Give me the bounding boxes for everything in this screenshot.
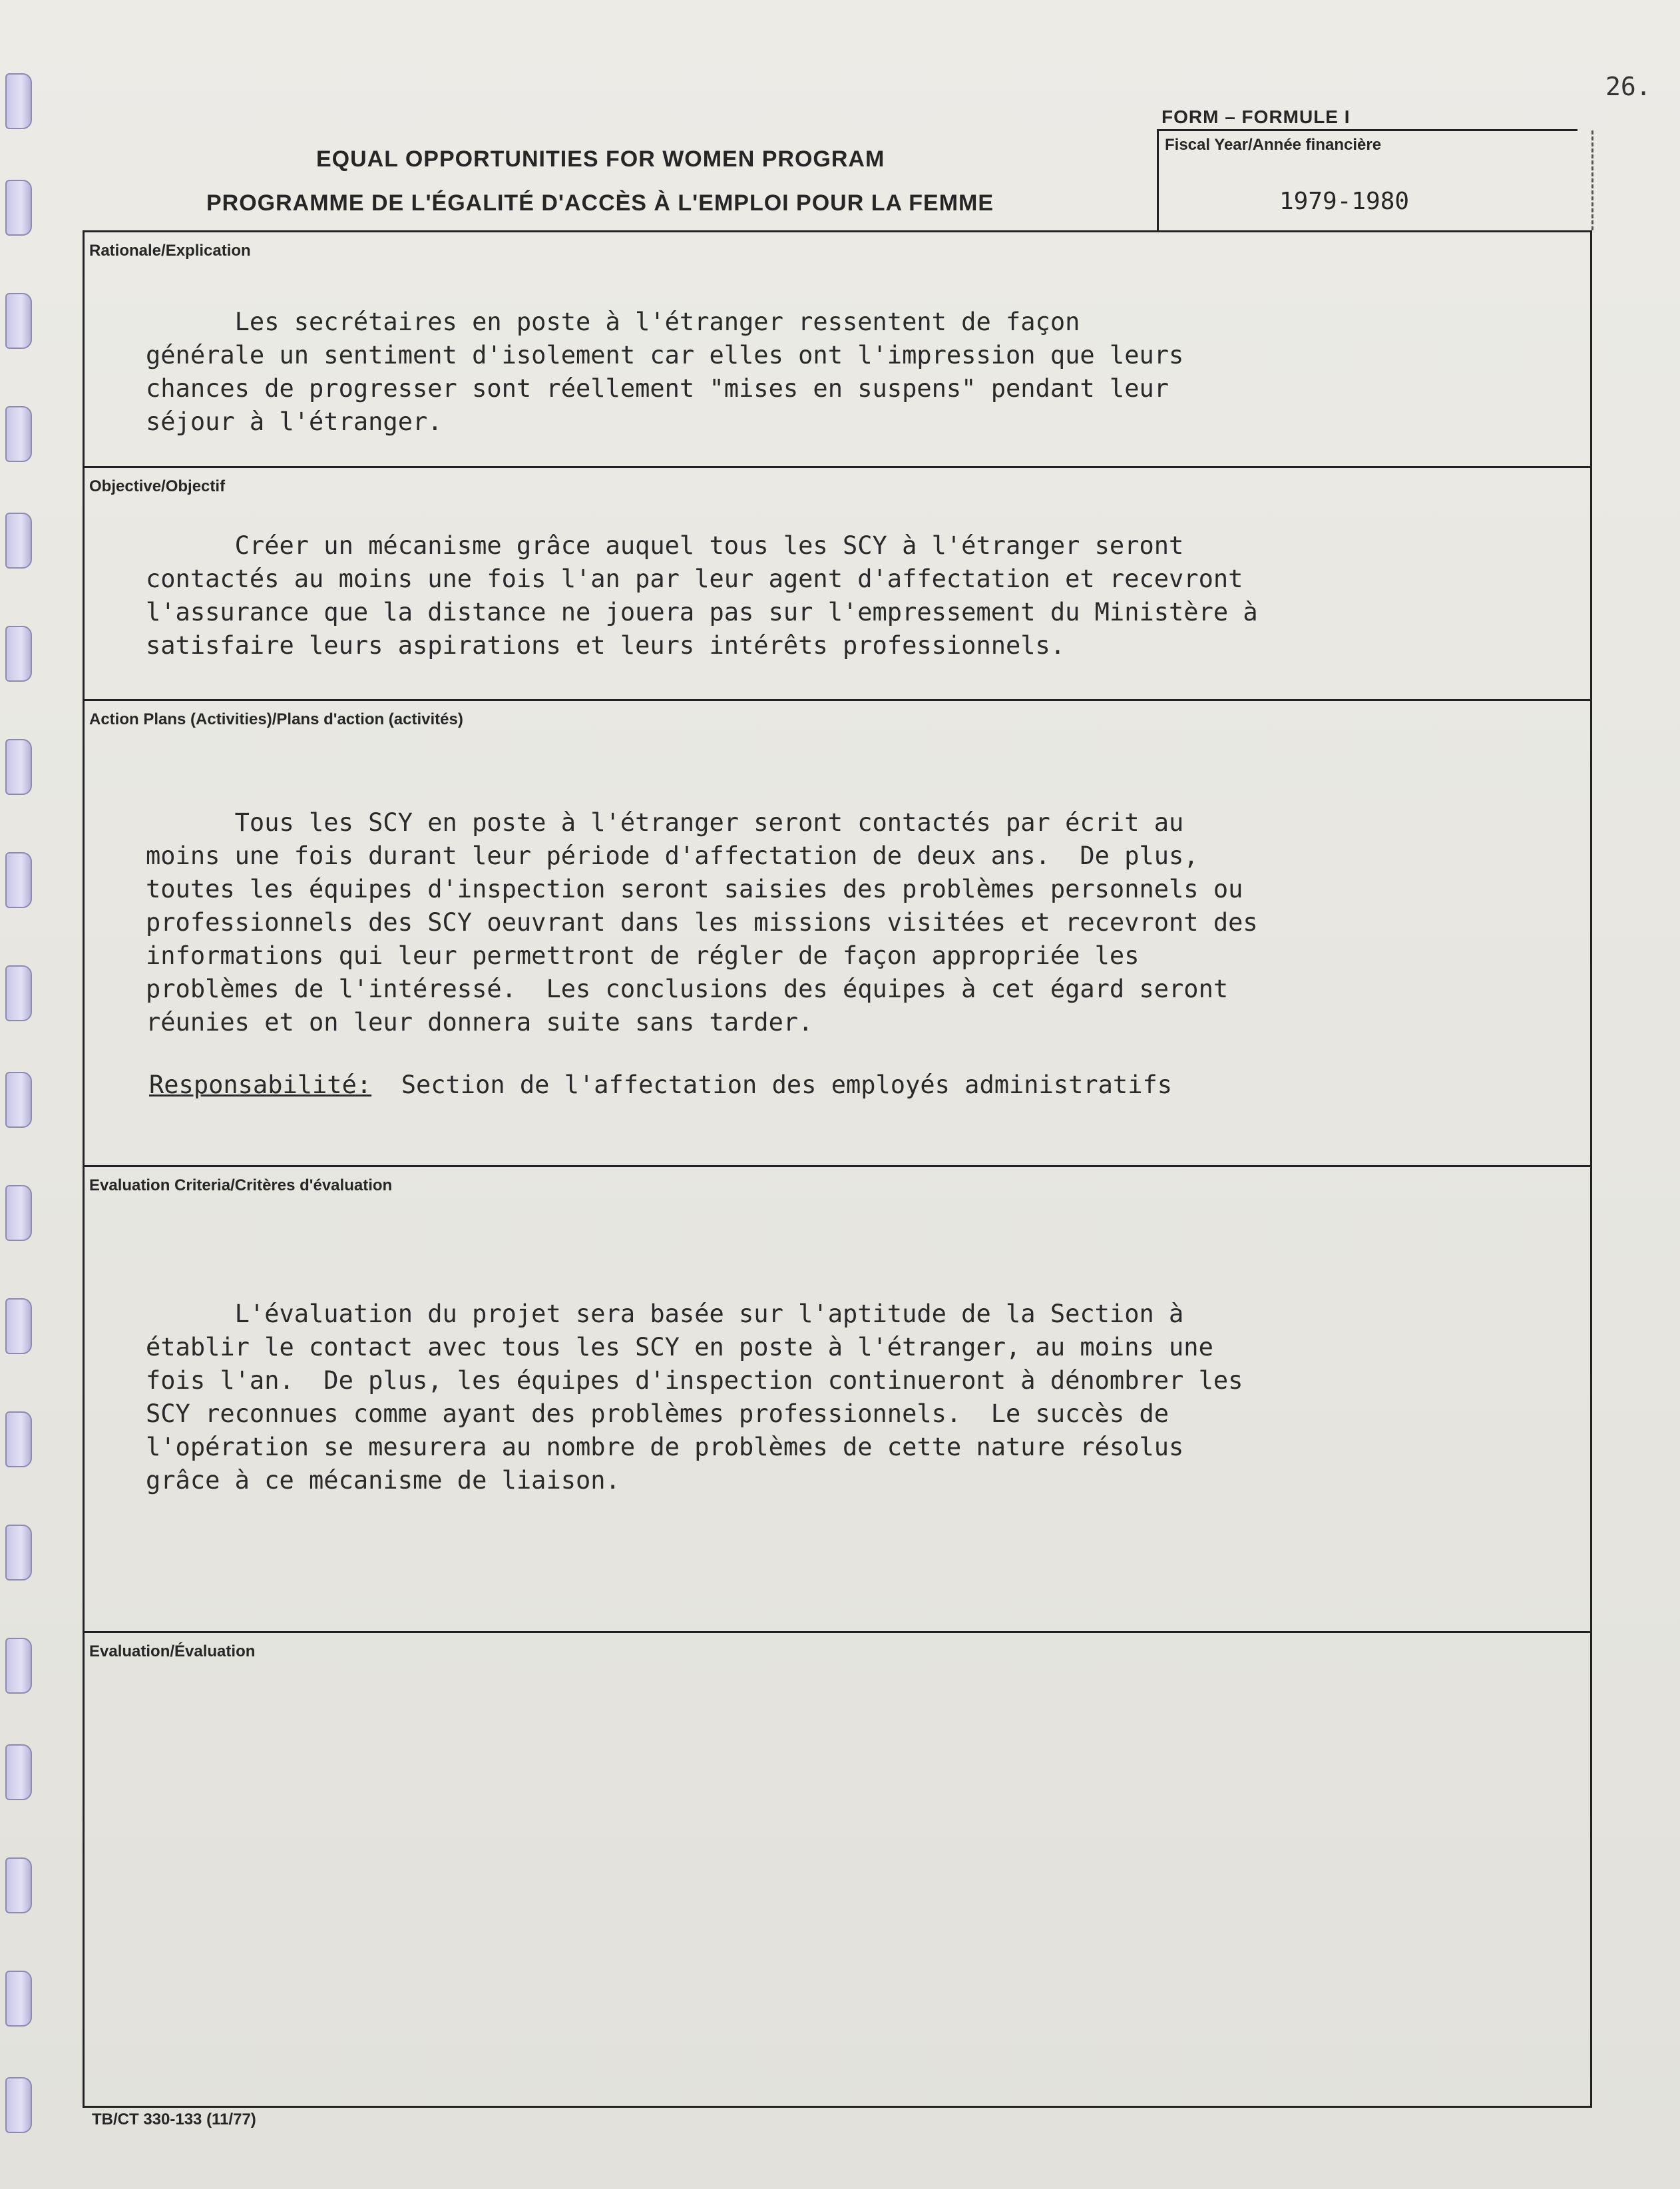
binding-ring: [5, 406, 32, 462]
fiscal-year-value: 1979-1980: [1279, 188, 1410, 215]
binding-ring: [5, 1072, 32, 1128]
binding-ring: [5, 180, 32, 236]
program-title-fr: PROGRAMME DE L'ÉGALITÉ D'ACCÈS À L'EMPLOI POUR LA FEMME: [206, 190, 994, 216]
page-number: 26.: [1605, 72, 1651, 101]
binding-ring: [5, 852, 32, 908]
binding-ring: [5, 2077, 32, 2133]
objective-section: [83, 466, 1592, 699]
evaluation-criteria-section: [83, 1165, 1592, 1631]
evaluation-criteria-text: L'évaluation du projet sera basée sur l'aptitude de la Section à établir le contact avec tous les SCY en poste à l'étranger, au moins une fois l'an. De plus, les équipes d'inspection continueront à dénombrer les SCY reconnues comme ayant des problèmes professionnels. Le succès de l'opération se mesurera au nombre de problèmes de cette nature résolus grâce à ce mécanisme de liaison.: [146, 1300, 1243, 1495]
binding-ring: [5, 1857, 32, 1913]
binding-ring: [5, 626, 32, 682]
binding-ring: [5, 1638, 32, 1694]
form-label: FORM – FORMULE I: [1161, 107, 1351, 127]
rationale-section: [83, 230, 1592, 466]
binding-ring: [5, 73, 32, 129]
objective-text: Créer un mécanisme grâce auquel tous les SCY à l'étranger seront contactés au moins une fois l'an par leur agent d'affectation et recevront l'assurance que la distance ne jouera pas sur l'empressement du Ministère à satisfaire leurs aspirations et leurs intérêts professionnels.: [146, 531, 1258, 660]
binding-ring: [5, 1744, 32, 1800]
form-code: TB/CT 330-133 (11/77): [92, 2110, 256, 2128]
evaluation-section: [83, 1631, 1592, 2108]
action-plans-text: Tous les SCY en poste à l'étranger seront contactés par écrit au moins une fois durant leur période d'affectation de deux ans. De plus, toutes les équipes d'inspection seront saisies des problèmes personnels ou professionnels des SCY oeuvrant dans les missions visitées et recevront des informations qui leur permettront de régler de façon appropriée les problèmes de l'intéressé. Les conclusions des équipes à cet égard seront réunies et on leur donnera suite sans tarder.: [146, 808, 1258, 1037]
responsibility-label: Responsabilité:: [149, 1071, 372, 1099]
binding-ring: [5, 1185, 32, 1241]
evaluation-criteria-label: Evaluation Criteria/Critères d'évaluation: [89, 1176, 393, 1194]
program-title-en: EQUAL OPPORTUNITIES FOR WOMEN PROGRAM: [316, 146, 885, 172]
binding-ring: [5, 293, 32, 349]
binding-ring: [5, 1525, 32, 1581]
binding-ring: [5, 513, 32, 569]
binding-ring: [5, 1971, 32, 2027]
responsibility-text: Section de l'affectation des employés administratifs: [371, 1071, 1173, 1099]
spiral-binding: [0, 0, 40, 2189]
binding-ring: [5, 965, 32, 1021]
action-plans-label: Action Plans (Activities)/Plans d'action (activités): [89, 710, 463, 728]
binding-ring: [5, 1298, 32, 1354]
binding-ring: [5, 1411, 32, 1467]
binding-ring: [5, 739, 32, 795]
responsibility-line: [149, 1069, 1172, 1102]
evaluation-label: Evaluation/Évaluation: [89, 1642, 256, 1660]
rationale-text: Les secrétaires en poste à l'étranger ressentent de façon générale un sentiment d'isolement car elles ont l'impression que leurs chances de progresser sont réellement "mises en suspens" pendant leur séjour à l'étranger.: [146, 308, 1184, 436]
objective-label: Objective/Objectif: [89, 477, 226, 495]
fiscal-year-label: Fiscal Year/Année financière: [1165, 136, 1382, 154]
action-plans-section: [83, 699, 1592, 1165]
rationale-label: Rationale/Explication: [89, 242, 251, 260]
